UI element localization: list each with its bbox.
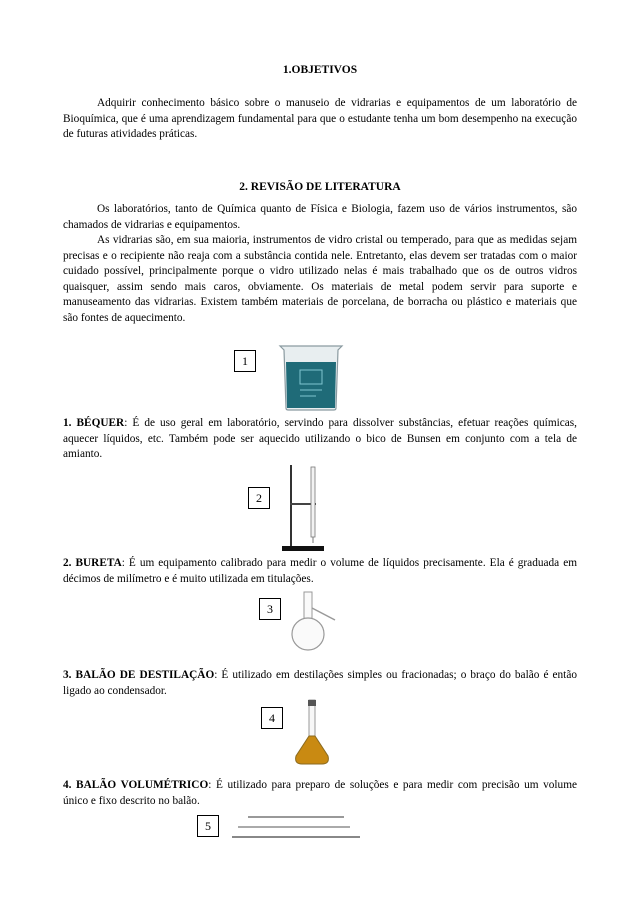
- beaker-liquid: [286, 362, 336, 408]
- item-bureta: 2. BURETA: É um equipamento calibrado para medir o volume de líquidos precisamente. Ela é graduada em décimos de milímetro e é muito utilizada em titulações.: [63, 557, 577, 585]
- beaker-image: [276, 340, 346, 412]
- figure-number-1: 1: [234, 350, 256, 372]
- figure-number-2: 2: [248, 487, 270, 509]
- figure-number-5: 5: [197, 815, 219, 837]
- item-balao-destilacao: 3. BALÃO DE DESTILAÇÃO: É utilizado em destilações simples ou fracionadas; o braço do balão é então ligado ao condensador.: [63, 669, 577, 697]
- item-balao-volumetrico: 4. BALÃO VOLUMÉTRICO: É utilizado para preparo de soluções e para medir com precisão um volume único e fixo descrito no balão.: [63, 779, 577, 807]
- flask-liquid: [296, 736, 329, 764]
- figure-number-4: 4: [261, 707, 283, 729]
- revisao-paragraph-2: As vidrarias são, em sua maioria, instrumentos de vidro cristal ou temperado, para que as medidas sejam precisas e o recipiente não reaja com a substância contida nele. Entretanto, elas devem ser tratadas com o maior cuidado possível, principalmente porque o vidro utilizado nelas é mais trabalhado que os de outros vidros quaisquer, assim sendo mais caros, obviamente. Os materiais de metal podem servir para suporte e manuseamento das vidrarias. Existem também materiais de porcelana, de borracha ou plástico e materiais que são fontes de aquecimento.: [63, 234, 577, 324]
- volumetric-flask-image: [292, 698, 332, 768]
- objetivos-paragraph: Adquirir conhecimento básico sobre o manuseio de vidrarias e equipamentos de um laboratório de Bioquímica, que é uma aprendizagem fundamental para que o estudante tenha um bom desempenho na execução de futuras atividades práticas.: [63, 97, 577, 141]
- item-bequer: 1. BÉQUER: É de uso geral em laboratório, servindo para dissolver substâncias, efetuar reações químicas, aquecer líquidos, etc. Também pode ser aquecido utilizando o bico de Bunsen em conjunto com a tela de amianto.: [63, 417, 577, 461]
- pipettes-image: [228, 812, 364, 842]
- objetivos-heading: 1.OBJETIVOS: [282, 64, 358, 76]
- burette-image: [278, 463, 328, 553]
- distillation-flask-image: [285, 590, 340, 652]
- revisao-heading: 2. REVISÃO DE LITERATURA: [239, 181, 401, 193]
- figure-number-3: 3: [259, 598, 281, 620]
- revisao-paragraph-1: Os laboratórios, tanto de Química quanto de Física e Biologia, fazem uso de vários instrumentos, são chamados de vidrarias e equipamentos.: [63, 203, 577, 231]
